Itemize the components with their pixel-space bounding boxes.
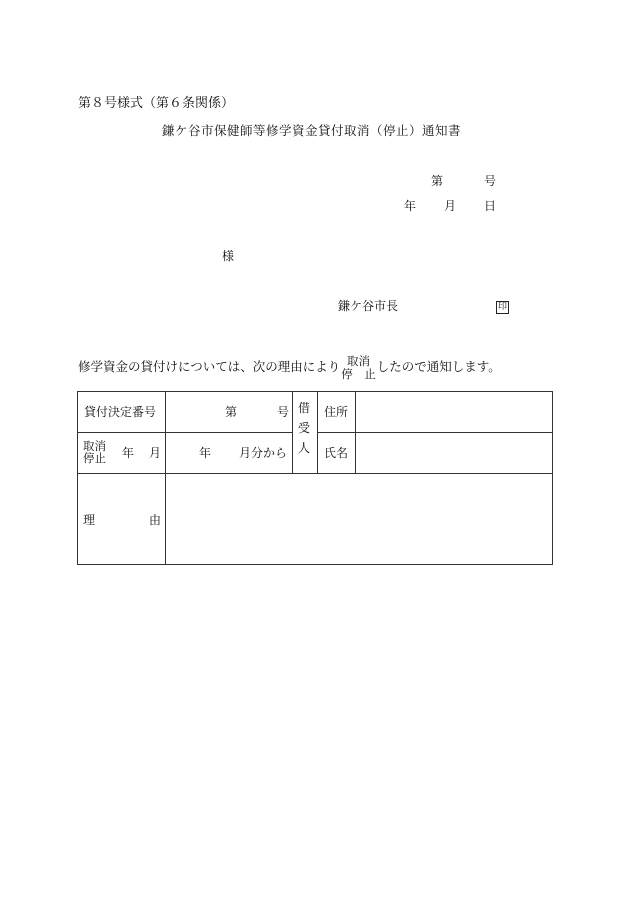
table-divider bbox=[78, 473, 552, 474]
borrower-char: 借 bbox=[297, 401, 310, 415]
notice-after: したので通知します。 bbox=[376, 359, 501, 374]
document-number-prefix: 第 bbox=[431, 174, 444, 188]
table-divider bbox=[292, 392, 293, 473]
notice-option-cancel: 取消 bbox=[347, 354, 371, 369]
loan-number-prefix: 第 bbox=[225, 405, 238, 419]
loan-number-suffix: 号 bbox=[277, 405, 290, 419]
reason-label-2: 由 bbox=[149, 513, 162, 527]
notice-option-stop: 停 止 bbox=[341, 366, 376, 381]
document-number-suffix: 号 bbox=[484, 174, 497, 188]
table-divider bbox=[317, 432, 552, 433]
from-month: 月分から bbox=[239, 446, 288, 460]
date-month: 月 bbox=[444, 199, 457, 213]
borrower-char: 人 bbox=[297, 441, 310, 455]
date-day: 日 bbox=[484, 199, 497, 213]
loan-number-label: 貸付決定番号 bbox=[84, 405, 157, 419]
cancel-year: 年 bbox=[122, 446, 135, 460]
addressee-suffix: 様 bbox=[222, 249, 235, 263]
cancel-month: 月 bbox=[149, 446, 162, 460]
seal-icon bbox=[496, 299, 509, 314]
notice-options bbox=[341, 355, 376, 379]
form-number: 第８号様式（第６条関係） bbox=[78, 96, 235, 111]
cancel-stop-label bbox=[83, 440, 106, 464]
notice-sentence bbox=[78, 355, 501, 380]
table-divider bbox=[165, 392, 166, 564]
issuer: 鎌ケ谷市長 bbox=[338, 299, 399, 313]
date-year: 年 bbox=[404, 199, 417, 213]
table-divider bbox=[78, 432, 292, 433]
borrower-char: 受 bbox=[297, 421, 310, 435]
notice-before: 修学資金の貸付けについては、次の理由により bbox=[78, 359, 341, 374]
reason-label-1: 理 bbox=[83, 513, 96, 527]
stop-label: 停止 bbox=[83, 451, 106, 466]
seal-mark: 印 bbox=[497, 302, 507, 312]
name-label: 氏名 bbox=[324, 446, 349, 460]
address-label: 住所 bbox=[324, 405, 349, 419]
cancel-label: 取消 bbox=[83, 439, 106, 453]
borrower-label bbox=[297, 402, 311, 462]
document-title: 鎌ケ谷市保健師等修学資金貸付取消（停止）通知書 bbox=[162, 123, 462, 138]
from-year: 年 bbox=[199, 446, 212, 460]
loan-info-table bbox=[77, 391, 553, 565]
